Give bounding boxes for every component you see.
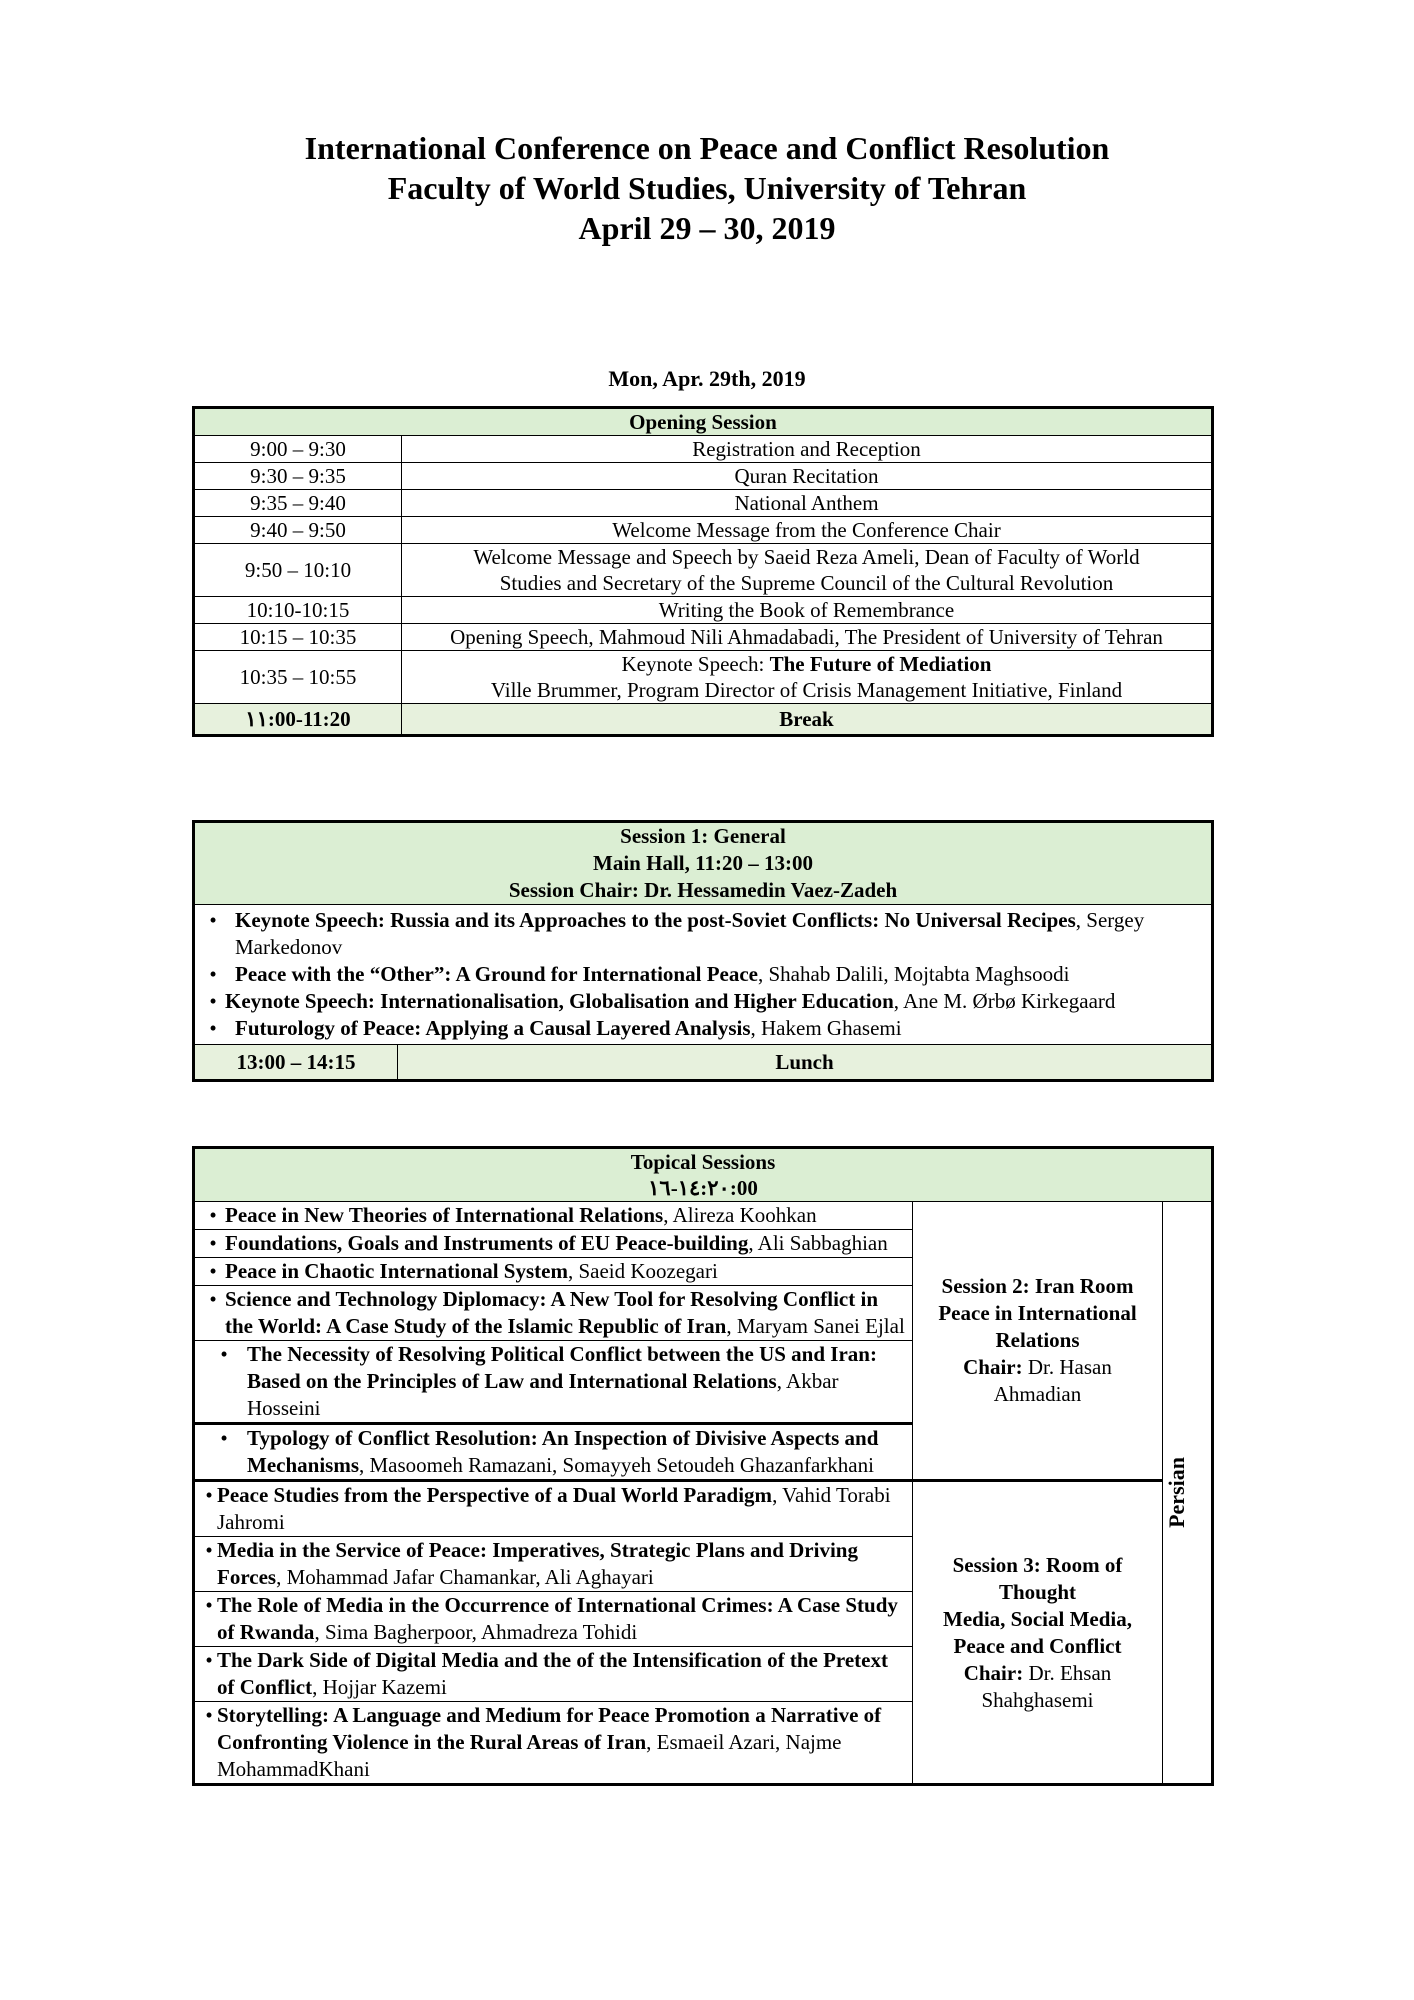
schedule-time: 9:35 – 9:40: [194, 490, 402, 517]
paper-cell: [194, 1537, 913, 1592]
bullet-icon: •: [209, 1016, 217, 1040]
topical-header: [194, 1148, 1213, 1202]
lunch-row: [194, 1045, 1213, 1081]
schedule-event: National Anthem: [402, 490, 1213, 517]
session3-info: [913, 1481, 1163, 1785]
language-cell: [1163, 1202, 1213, 1785]
session3-chair-label: Chair:: [963, 1660, 1024, 1685]
schedule-row: [194, 436, 1213, 463]
paper-cell: [194, 1481, 913, 1537]
bullet-icon: •: [205, 1648, 213, 1672]
paper-title: Peace Studies from the Perspective of a Dual World Paradigm: [217, 1483, 773, 1507]
paper-cell: [194, 1702, 913, 1785]
paper-authors: , Mohammad Jafar Chamankar, Ali Aghayari: [276, 1565, 654, 1589]
break-row: [194, 704, 1213, 736]
paper-cell: [194, 1592, 913, 1647]
paper-cell: [194, 1647, 913, 1702]
session1-title: Session 1: General: [620, 824, 786, 848]
schedule-time: 10:15 – 10:35: [194, 624, 402, 651]
paper-title: Keynote Speech: Russia and its Approaches to the post-Soviet Conflicts: No Universal Recipes: [235, 908, 1076, 932]
schedule-row: [194, 651, 1213, 704]
paper-cell: [194, 1286, 913, 1341]
session2-name: Session 2: Iran Room: [941, 1274, 1134, 1298]
schedule-time: 9:00 – 9:30: [194, 436, 402, 463]
paper-title: Typology of Conflict Resolution: An Inspection of Divisive Aspects and Mechanisms: [247, 1426, 879, 1477]
paper-cell: [194, 1424, 913, 1481]
topical-title: Topical Sessions: [630, 1150, 776, 1174]
bullet-icon: •: [209, 1259, 217, 1283]
session3-chair-name: Dr. Ehsan Shahghasemi: [981, 1660, 1112, 1712]
schedule-event: Registration and Reception: [402, 436, 1213, 463]
bullet-icon: •: [220, 1342, 228, 1366]
bullet-icon: •: [220, 1426, 228, 1450]
bullet-icon: •: [205, 1703, 213, 1727]
conference-title: International Conference on Peace and Conflict Resolution: [304, 130, 1110, 166]
paper-title: Peace with the “Other”: A Ground for International Peace: [235, 962, 758, 986]
paper-title: Media in the Service of Peace: Imperatives, Strategic Plans and Driving Forces: [217, 1538, 858, 1589]
schedule-row: [194, 624, 1213, 651]
paper-cell: [194, 1258, 913, 1286]
schedule-time: 9:30 – 9:35: [194, 463, 402, 490]
paper-authors: , Esmaeil Azari, Najme MohammadKhani: [217, 1730, 842, 1781]
paper-authors: , Ane M. Ørbø Kirkegaard: [893, 989, 1116, 1013]
topical-time: ١٤:٢٠-١٦:00: [648, 1176, 758, 1200]
keynote-prefix: Keynote Speech:: [621, 652, 770, 676]
keynote-title: The Future of Mediation: [769, 652, 992, 676]
schedule-time: 9:50 – 10:10: [194, 544, 402, 597]
schedule-row: [194, 517, 1213, 544]
session1-papers: [194, 905, 1213, 1045]
session2-topic: Peace in International Relations: [938, 1301, 1137, 1352]
topical-sessions-table: [192, 1146, 1214, 1786]
paper-title: Futurology of Peace: Applying a Causal Layered Analysis: [235, 1016, 751, 1040]
paper-cell: [194, 1230, 913, 1258]
paper-title: Foundations, Goals and Instruments of EU Peace-building: [225, 1231, 749, 1255]
list-item: [201, 988, 1205, 1015]
opening-session-table: [192, 406, 1214, 737]
bullet-icon: •: [205, 1483, 213, 1507]
paper-row: [194, 1481, 1213, 1537]
break-label: Break: [402, 704, 1213, 736]
paper-authors: , Ali Sabbaghian: [748, 1231, 888, 1255]
paper-authors: , Saeid Koozegari: [567, 1259, 718, 1283]
schedule-row: [194, 597, 1213, 624]
session3-name: Session 3: Room of Thought: [952, 1552, 1123, 1604]
paper-authors: , Vahid Torabi Jahromi: [217, 1483, 891, 1534]
session1-header: [194, 822, 1213, 905]
schedule-event: Quran Recitation: [402, 463, 1213, 490]
schedule-row: [194, 463, 1213, 490]
session3-topic: Media, Social Media, Peace and Conflict: [943, 1606, 1132, 1658]
schedule-row: [194, 544, 1213, 597]
paper-title: The Role of Media in the Occurrence of International Crimes: A Case Study of Rwanda: [217, 1593, 898, 1644]
paper-authors: , Shahab Dalili, Mojtabta Maghsoodi: [758, 962, 1070, 986]
schedule-time: 10:10-10:15: [194, 597, 402, 624]
paper-title: Peace in Chaotic International System: [225, 1259, 568, 1283]
paper-cell: [194, 1341, 913, 1424]
schedule-event: Opening Speech, Mahmoud Nili Ahmadabadi, The President of University of Tehran: [402, 624, 1213, 651]
list-item: [201, 961, 1205, 988]
list-item: [201, 1015, 1205, 1042]
paper-title: The Dark Side of Digital Media and the of the Intensification of the Pretext of Conflict: [217, 1648, 888, 1699]
bullet-icon: •: [209, 962, 217, 986]
session1-table: [192, 820, 1214, 1082]
conference-venue: Faculty of World Studies, University of Tehran: [387, 170, 1027, 206]
document-header: [0, 128, 1414, 248]
paper-title: Science and Technology Diplomacy: A New Tool for Resolving Conflict in the World: A Case Study of the Islamic Republic of Iran: [225, 1287, 878, 1338]
session2-chair-label: Chair:: [963, 1355, 1023, 1379]
schedule-event: Writing the Book of Remembrance: [402, 597, 1213, 624]
paper-cell: [194, 1202, 913, 1230]
schedule-time: 10:35 – 10:55: [194, 651, 402, 704]
break-time: ١١:00-11:20: [194, 704, 402, 736]
bullet-icon: •: [205, 1593, 213, 1617]
paper-authors: , Alireza Koohkan: [663, 1203, 817, 1227]
lunch-time: 13:00 – 14:15: [194, 1045, 398, 1081]
paper-authors: , Hojjar Kazemi: [312, 1675, 447, 1699]
schedule-row: [194, 490, 1213, 517]
paper-row: [194, 1202, 1213, 1230]
list-item: [201, 907, 1205, 961]
language-label: Persian: [1164, 1457, 1189, 1528]
paper-authors: , Masoomeh Ramazani, Somayyeh Setoudeh Ghazanfarkhani: [359, 1453, 874, 1477]
paper-title: Storytelling: A Language and Medium for Peace Promotion a Narrative of Confronting Violence in the Rural Areas of Iran: [217, 1703, 882, 1754]
session1-chair: Session Chair: Dr. Hessamedin Vaez-Zadeh: [508, 878, 898, 902]
conference-dates: April 29 – 30, 2019: [578, 210, 836, 246]
paper-authors: , Akbar Hosseini: [247, 1369, 839, 1420]
paper-authors: , Maryam Sanei Ejlal: [726, 1314, 905, 1338]
day-label: Mon, Apr. 29th, 2019: [608, 366, 806, 391]
paper-title: Keynote Speech: Internationalisation, Globalisation and Higher Education: [225, 989, 894, 1013]
bullet-icon: •: [209, 989, 217, 1013]
keynote-speaker: Ville Brummer, Program Director of Crisis Management Initiative, Finland: [490, 678, 1123, 702]
bullet-icon: •: [209, 1231, 217, 1255]
paper-authors: , Hakem Ghasemi: [750, 1016, 902, 1040]
schedule-event: Welcome Message from the Conference Chair: [402, 517, 1213, 544]
paper-title: Peace in New Theories of International Relations: [225, 1203, 664, 1227]
schedule-time: 9:40 – 9:50: [194, 517, 402, 544]
session2-info: [913, 1202, 1163, 1481]
keynote-event: [402, 651, 1213, 704]
opening-session-title: Opening Session: [194, 408, 1213, 436]
paper-title: The Necessity of Resolving Political Conflict between the US and Iran: Based on the Principles of Law and International Relations: [247, 1342, 877, 1393]
session2-chair-name: Dr. Hasan Ahmadian: [993, 1355, 1112, 1406]
paper-authors: , Sima Bagherpoor, Ahmadreza Tohidi: [314, 1620, 638, 1644]
bullet-icon: •: [205, 1538, 213, 1562]
bullet-icon: •: [209, 1203, 217, 1227]
bullet-icon: •: [209, 1287, 217, 1311]
bullet-icon: •: [209, 908, 217, 932]
lunch-label: Lunch: [398, 1045, 1213, 1081]
paper-authors: , Sergey Markedonov: [235, 908, 1145, 959]
session1-hall: Main Hall, 11:20 – 13:00: [593, 851, 813, 875]
schedule-event: Welcome Message and Speech by Saeid Reza Ameli, Dean of Faculty of World Studies and Secretary of the Supreme Council of the Cultural Revolution: [402, 544, 1213, 597]
